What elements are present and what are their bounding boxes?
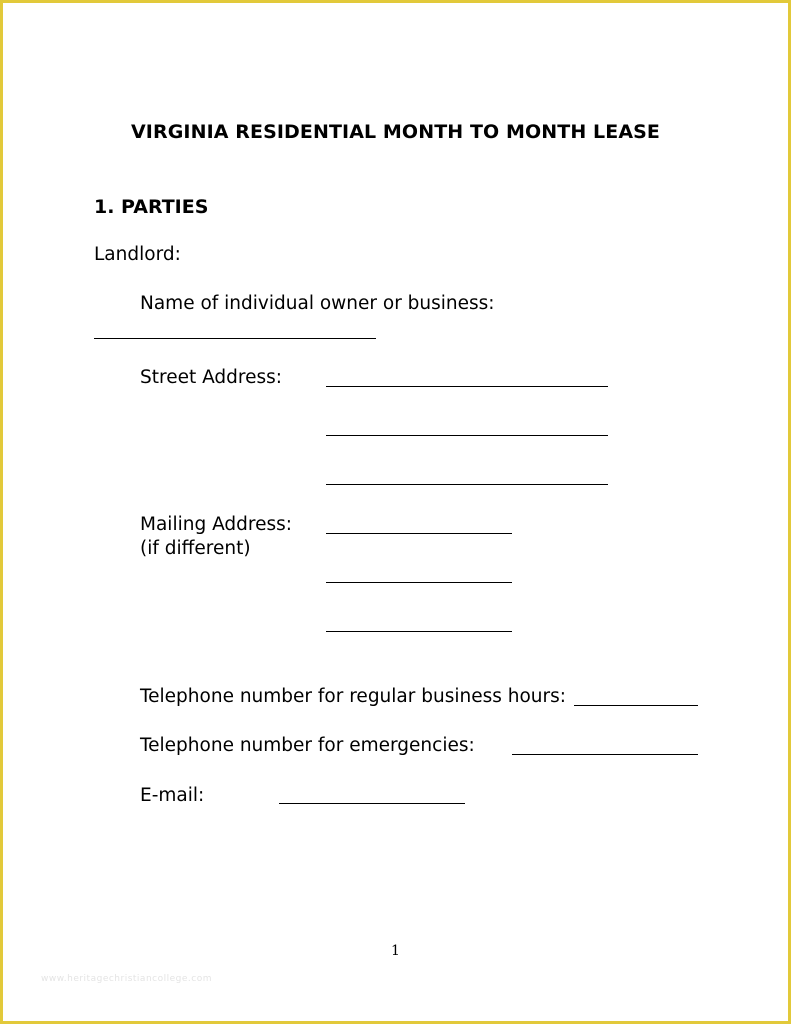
email-field[interactable]	[279, 803, 465, 804]
landlord-label: Landlord:	[94, 244, 181, 265]
mailing-address-field-2[interactable]	[326, 582, 512, 583]
street-address-label: Street Address:	[140, 367, 283, 388]
mailing-address-field-1[interactable]	[326, 533, 512, 534]
document-title: VIRGINIA RESIDENTIAL MONTH TO MONTH LEASE	[131, 121, 660, 143]
owner-name-field[interactable]	[94, 338, 376, 339]
phone-emergency-field[interactable]	[512, 754, 698, 755]
street-address-field-1[interactable]	[326, 386, 608, 387]
phone-business-field[interactable]	[574, 705, 698, 706]
phone-business-label: Telephone number for regular business hours:	[140, 686, 567, 707]
mailing-address-sublabel: (if different)	[140, 538, 251, 559]
page-number: 1	[391, 943, 400, 959]
section-heading-parties: 1. PARTIES	[94, 196, 209, 218]
phone-emergency-label: Telephone number for emergencies:	[140, 735, 475, 756]
street-address-field-3[interactable]	[326, 484, 608, 485]
mailing-address-field-3[interactable]	[326, 631, 512, 632]
street-address-field-2[interactable]	[326, 435, 608, 436]
watermark-text: www.heritagechristiancollege.com	[41, 974, 212, 984]
mailing-address-label: Mailing Address:	[140, 514, 292, 535]
email-label: E-mail:	[140, 785, 205, 806]
owner-name-label: Name of individual owner or business:	[140, 293, 495, 314]
